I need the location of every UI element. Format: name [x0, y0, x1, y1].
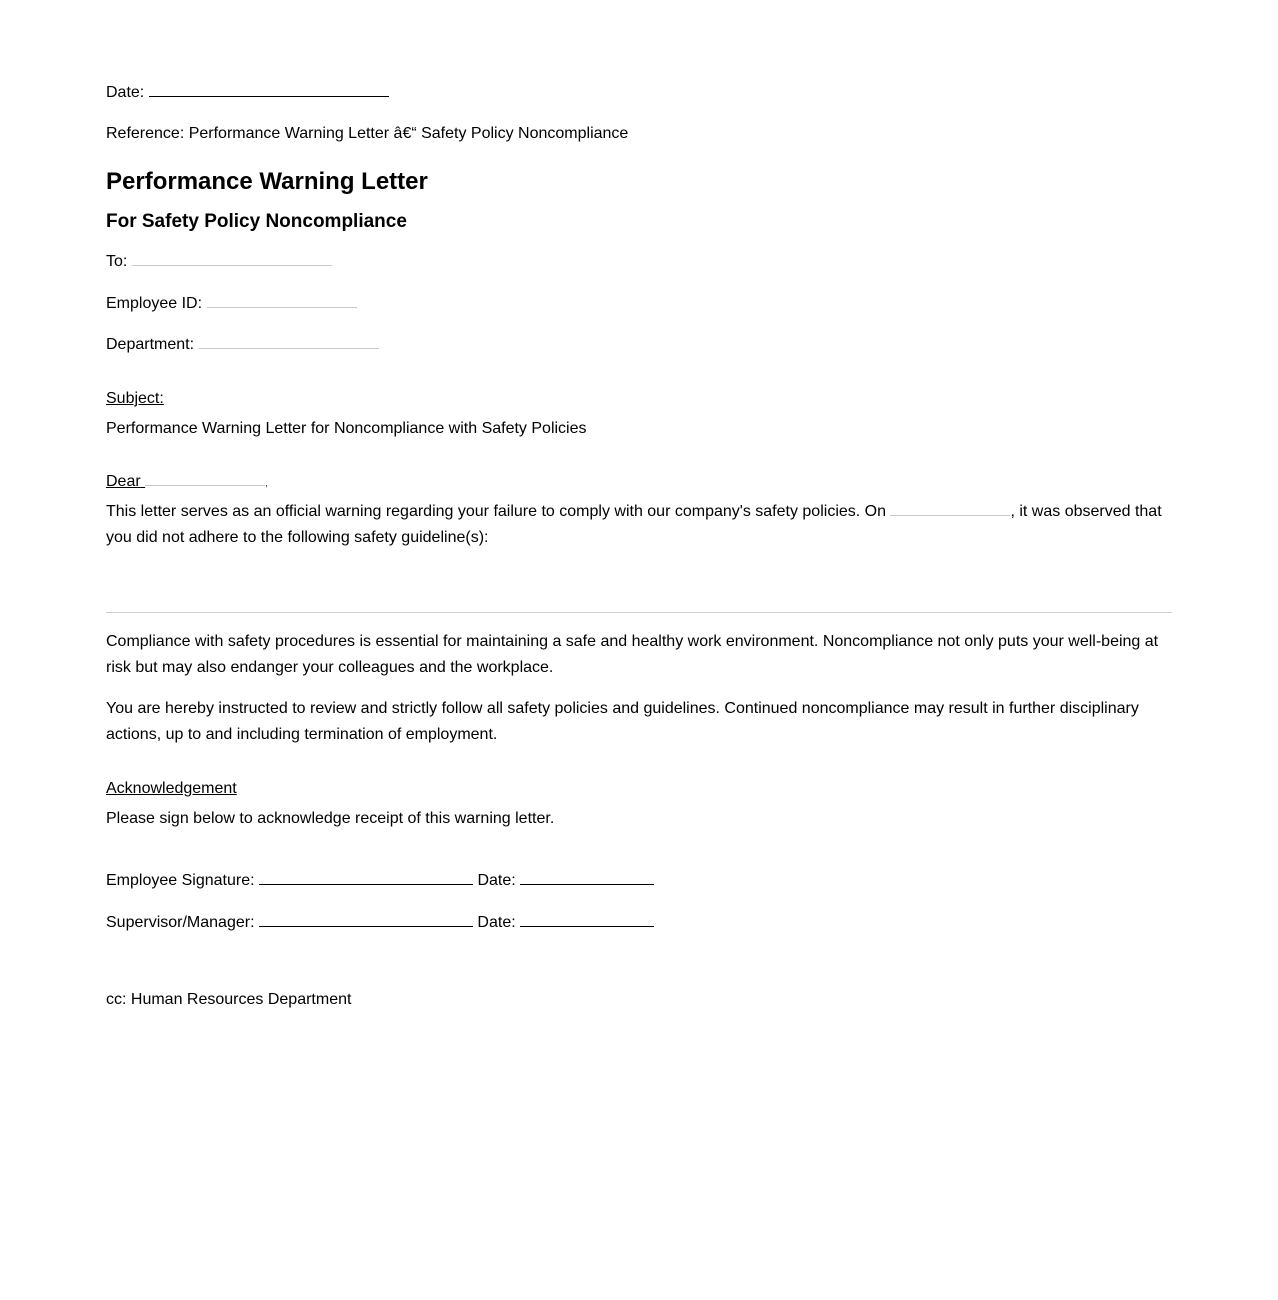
subject-label: Subject: [106, 390, 164, 407]
salutation-comma: , [265, 478, 268, 488]
page-subtitle: For Safety Policy Noncompliance [106, 211, 407, 232]
reference-line: Reference: Performance Warning Letter â€“ Safety Policy Noncompliance [106, 125, 629, 142]
employee-id-field [106, 294, 357, 314]
supervisor-date-label: Date: [477, 914, 516, 931]
employee-date-blank[interactable] [520, 870, 654, 885]
supervisor-signature-blank[interactable] [259, 912, 473, 927]
divider [106, 612, 1172, 613]
employee-signature-label: Employee Signature: [106, 872, 255, 889]
supervisor-signature-line [106, 912, 654, 933]
to-field [106, 252, 332, 272]
date-label: Date: [106, 84, 145, 101]
body-paragraph-3: You are hereby instructed to review and strictly follow all safety policies and guidelines. Continued noncompliance may result in further disciplinary actions, up to and including termination of employment. [106, 700, 1139, 743]
body-paragraph-1: This letter serves as an official warning regarding your failure to comply with our company's safety policies. On , it was observed that you did not adhere to the following safety guideline(s): [106, 503, 1162, 546]
to-label: To: [106, 253, 128, 270]
subject-text: Performance Warning Letter for Noncompliance with Safety Policies [106, 420, 587, 437]
body-paragraph-2: Compliance with safety procedures is essential for maintaining a safe and healthy work environment. Noncompliance not only puts your well-being at risk but may also endanger your colleagues and the workplace. [106, 633, 1159, 676]
department-blank[interactable] [199, 336, 379, 349]
incident-date-blank[interactable] [890, 503, 1010, 516]
to-blank[interactable] [132, 253, 332, 266]
employee-signature-blank[interactable] [259, 870, 473, 885]
employee-signature-line [106, 870, 654, 891]
acknowledgement-heading: Acknowledgement [106, 780, 237, 797]
date-blank[interactable] [149, 82, 389, 97]
dear-label: Dear [106, 473, 141, 490]
page-title: Performance Warning Letter [106, 168, 428, 195]
supervisor-label: Supervisor/Manager: [106, 914, 255, 931]
cc-line: cc: Human Resources Department [106, 991, 352, 1008]
department-field [106, 335, 379, 355]
department-label: Department: [106, 336, 195, 353]
supervisor-date-blank[interactable] [520, 912, 654, 927]
acknowledgement-text: Please sign below to acknowledge receipt of this warning letter. [106, 810, 555, 827]
employee-date-label: Date: [477, 872, 516, 889]
recipient-name-blank[interactable] [145, 473, 265, 486]
date-line [106, 82, 389, 103]
employee-id-blank[interactable] [207, 295, 357, 308]
employee-id-label: Employee ID: [106, 295, 203, 312]
salutation [106, 472, 268, 493]
